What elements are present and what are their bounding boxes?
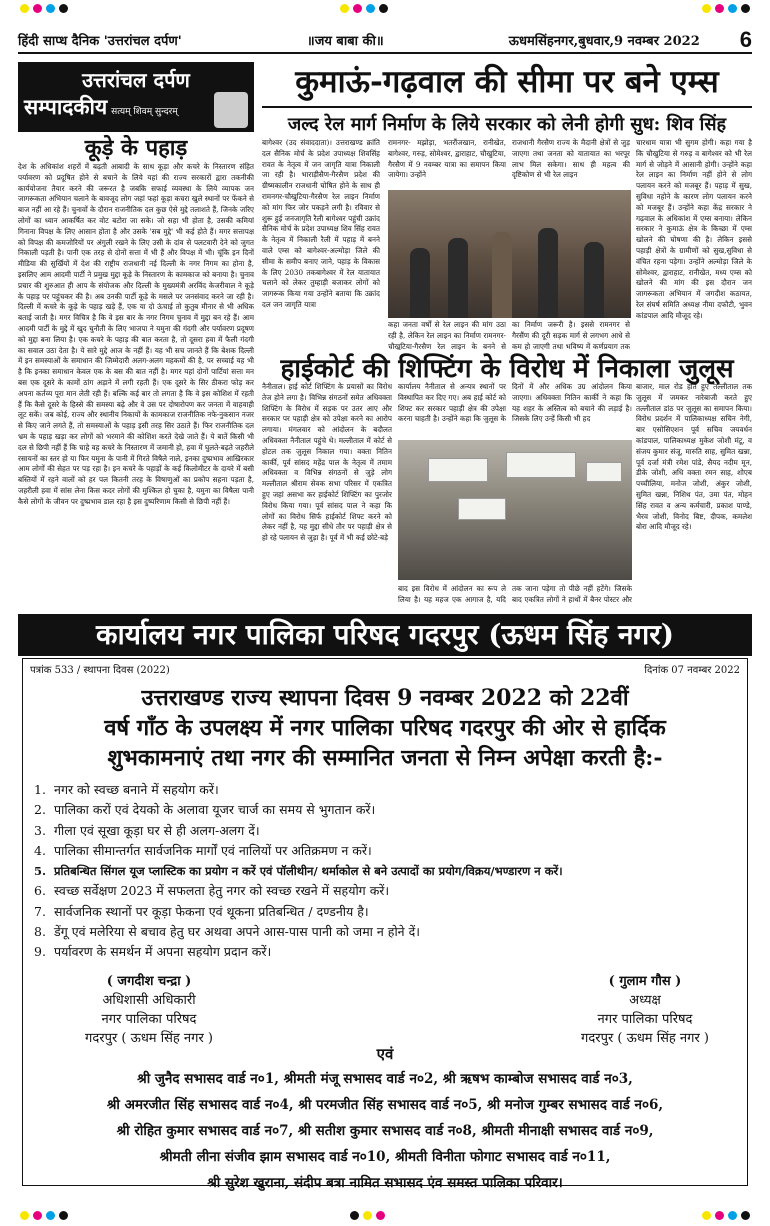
signatory-left — [44, 972, 254, 1048]
story2-column-4: बाजार, माल रोड होते हुए तल्लीताल तक जुलूस में जमकर नारेबाजी करते हुए तल्लीताल डांठ पर जुलूस का समापन किया। विरोध प्रदर्शन में पालिकाध्यक्ष सचिन नेगी, बार एसोसिएशन पूर्व सचिव जयवर्धन कांडपाल, पालिकाध्यक्ष मुकेश जोशी मंटू, व संजय कुमार संजू, मारुति साह, सुमित खन्ना, पूर्व दर्जा मंत्री रमेश पांडे, सैयद नदीम मून, डीके जोशी, अधि वक्ता रमन साह, शोएब पच्चीलिया, मनोज जोशी, अंकुर जोशी, सुमित खन्ना, निशिथ पंत, उमा पंत, मोहन सिंह रावत व अन्य कर्मचारी, प्रकाश पाण्डे, भैरव जोशी, विनोद बिष्ट, दीपक, कमलेश बोरा आदि मौजूद रहे। — [636, 382, 752, 532]
member-line: श्री सुरेश खुराना, संदीप बत्रा नामित सभासद एंव समस्त पालिका परिवार। — [207, 1175, 563, 1191]
story2-headline: हाईकोर्ट की शिफ्टिंग के विरोध में निकाला जुलूस — [280, 354, 734, 384]
editorial-body: देश के अधिकांश शहरों में बढ़ती आबादी के साथ कूड़ा और कचरे के निस्तारण संहित पर्यावरण को प्रदूषित होने से बचाने के लिये यहां की राज्य सरकारों द्वारा तकनीकी कार्ययोजना तैयार करने की जरूरत है जबकि सफाई व्यवस्था के लिये व्यापक जन जागरूकता अभियान चलाने के बावजूद लोग जहां फहां कूड़ा कचरा खुले स्थानों पर फेंकने से बाज नहीं आ रहे हैं। चुनावों के दौरान राजनीतिक दल कुछ ऐसे मुद्दे तलाशते हैं, जिनके जरिए लोगों का ध्यान आकर्षित कर वोट बटोरा जा सके। जो सहा भी होता है, उसकी कमियां गिनाना विपक्ष के लिए आसान होता है और उसके 'सब मुद्दे' भी कई होते हैं। मगर सत्तापक्ष को विपक्ष की कमजोरियों पर अंगुली रखने के लिए उसी के दांव से पलटवारी देने को जुगत निकाली पड़ती है। पानी एक तरह से दोनों सत्ता में भी हैं और विपक्ष में भी। चूंकि इन दिनों मीडिया की सुर्खियों में देश की राष्ट्रीय राजधानी नई दिल्ली के नगर निगम का होना है, इसलिए आम आदमी पार्टी ने प्रमुख मुद्दा कूड़े के निस्तारण के कामकाज को बनाया है। चुनाव प्रचार की शुरुआत ही आप के संयोजक और दिल्ली के मुख्यमंत्री अरविंद केजरीवाल ने कूड़े के पहाड़ पर पहुंचकर की है। अब उनकी पार्टी कूड़े के मसले पर जनसंवाद करने जा रही है। दिल्ली में कचरे के कूड़े के पहाड़ खड़े हैं, एक या दो ऊंचाई तो कुतुब मीनार से भी अधिक बताई जाती है। मगर विचित्र है कि वे इस बार के नगर निगम चुनाव में मुद्दा बन रहे हैं। आम आदमी पार्टी के मुद्दे में खुद चुनौती के लिए भाजपा ने यमुना की गंदगी और पर्यावरण प्रदूषण को मुद्दा बना लिया है। एक कचरे के पहाड़ की बात करता है, तो दूसरा हवा में फैली गंदगी का सवाल उठा देता है। ये सारे मुद्दे आज के नहीं हैं। यह भी सच जानते हैं कि बेशक दिल्ली में इन समस्याओं के समाधान की जिम्मेदारी अलग-अलग महकमों की है, पर सच्चाई यह भी है कि इनका समाधान केवल एक के बस की बात नहीं है। मगर यहां दोनों पार्टियां सत्ता मन बस एक दूसरे के कामों ठांग अड़ाने में लगी रहती हैं। एक दूसरे के सिर ठीकरा फोड़ कर अपना कर्तव्य पूरा मान लेती रही हैं। बल्कि कई बार तो लगता है कि वे इस कोशिश में रहती हैं कि कैसे दूसरे के हिस्से की समस्या बढ़े और वे उस पर दोषारोपण कर जनता में वाहवाही लूट सकें। जब कोई, राज्य और स्थानीय निकायों के कामकाज राजनीतिक नफे-नुकसान नजर से किए जाने लगते हैं, तो समस्याओं के पहाड़ इसी तरह सिर उठाते हैं। फिर राजनीतिक दल भ्रम के पहाड़ खड़ा कर लोगों को भरमाने की कोशिश करते देखे जाते हैं। ये बातें किसी भी दल से छिपी नहीं हैं कि चाहे वह कचरे के निस्तारण में जमानी हो, हवा में घुलते-बढ़ते जहरीले रसायनों का स्तर हो या फिर यमुना के पानी में गिरते विषैले नाले, इनका दुष्प्रभाव आखिरकार आम लोगों की सेहत पर पड़ रहा है। इन कचरे के पहाड़ों के कई किलोमीटर के दायरे में बसी बस्तियों में रहने वालों को हर पल कितनी तरह के विषाणुओं का प्रकोप सहना पड़ता है, जहरीली हवा में सांस लेना किस कदर लोगों की मुश्किल हो चुका है, यमुना का विषैला पानी कैसे लोगों के जीवन पर दुष्प्रभाव डाल रहा है इस दुष्परिणाम किसी से छिपी नहीं हैं। — [18, 162, 254, 506]
member-line: श्रीमती लीना संजीव झाम सभासद वार्ड न०10, श्रीमती विनीता फोगाट सभासद वार्ड न०11, — [159, 1149, 611, 1165]
story1-column-1: बागेश्वर (उद संवाददाता)। उत्तराखण्ड क्रांति दल सैनिक मोर्च के प्रदेश उपाध्यक्ष शिवसिंह रावत के नेतृत्व में जन जागृति यात्रा निकाली जा रही है। भाराड़ीसैण-गैरसैण प्रदेश की ग्रीष्मकालीन राजधानी घोषित होने के साथ ही रामनगर-चौखुटिया-गैरसैण रेल लाइन निर्माण को मांग फिर जोर पकड़ने लगी है। रविवार से शुरू हुई जनजागृति रैली बागेश्वर पहुंची उक्रांद सैनिक मोर्च के प्रदेश उपाध्यक्ष शिव सिंह रावत के नेतृत्व में निकाली रैली में पहाड़ में बनने वाले एम्स को बागेश्वर-अल्मोड़ा जिले की सीमा के समीप बनाए जाने, पहाड़ के विकास के लिए 2030 तकबागेश्वर में रेल यातायात चलाने को लेकर तुम्हाड़ी बजाकर लोगों को जागरूक किया गया उन्होंने बताया कि उक्रांद दल जन जागृति यात्रा — [262, 138, 380, 309]
signatory-right-post: अध्यक्ष — [629, 993, 661, 1008]
registration-dots-right — [702, 4, 750, 13]
story1-headline: कुमाऊं-गढ़वाल की सीमा पर बने एम्स — [262, 60, 752, 108]
story1-photo-rally — [388, 190, 631, 318]
masthead-paper-name: हिंदी साप्ध दैनिक 'उत्तरांचल दर्पण' — [18, 34, 182, 49]
story2-column-1: नैनीताल। हाई कोर्ट शिफ्टिंग के प्रयासों का विरोध तेज होने लगा है। विभिन्न संगठनों समेत अधिवक्ता शिफ्टिंग के विरोध में सड़क पर उतर आए और सरकार पर पहाड़ी क्षेत्र को उपेक्षा करने का आरोप लगाया। मंगलवार को आंदोलन के बदौलत अधिवक्ता नैनीताल पहुंचे थे। मल्लीताल में कोर्ट से होटल तक जुलूस निकाल गया। वक्ता नितिन कार्की, पूर्व सांसद महेंद्र पाल के नेतृत्व में तमाम अधिवक्ता व विभिन्न संगठनों से जुड़े लोग मल्लीताल श्रीराम सेवक सभा परिसर में एकत्रित हुए जहां असभा कर हाईकोर्ट शिफ्टिंग का पुरजोर विरोध किया गया। पूर्व सांसद पाल ने कहा कि लोगों का विरोध सिर्फ हाईकोर्ट शिफ्ट करने को लेकर नहीं है, यह मुद्दा सीधे तौर पर पहाड़ी क्षेत्र से हो रहे पलायन से जुड़ा है। पूर्व में भी कई छोटे-बड़े — [262, 382, 392, 543]
list-item: 9. पर्यावरण के समर्थन में अपना सहयोग प्रदान करें। — [34, 944, 272, 960]
list-item: 2. पालिका करों एवं देयको के अलावा यूजर चार्ज का समय से भुगतान करें। — [34, 802, 376, 818]
registration-dots-bottom-center — [350, 1211, 385, 1220]
story1-column-3: राजधानी गैरसैण राज्य के मैदानी क्षेत्रों से जुड़ जाएगा तथा जनता को यातायात का भरपूर लाभ मिल सकेगा। साथ ही महत्व की दृष्टिकोण से भी रेल लाइन — [512, 138, 630, 180]
editorial-motto: सत्यम् शिवम् सुन्दरम् — [111, 107, 178, 117]
editorial-section: सम्पादकीय — [24, 94, 108, 119]
signatory-left-post: अधिशासी अधिकारी — [102, 993, 196, 1008]
signatory-right-place: गदरपुर ( ऊधम सिंह नगर ) — [581, 1031, 709, 1046]
list-item: 5. प्रतिबन्धित सिंगल यूज प्लास्टिक का प्रयोग न करें एवं पॉलीथीन/ थर्माकोल से बने उत्पादों का प्रयोग/विक्रय/भण्डारण न करें। — [34, 864, 563, 879]
member-line: श्री रोहित कुमार सभासद वार्ड न०7, श्री सतीश कुमार सभासद वार्ड न०8, श्रीमती मीनाक्षी सभासद वार्ड न०9, — [116, 1123, 654, 1139]
list-item: 6. स्वच्छ सर्वेक्षण 2023 में सफलता हेतु नगर को स्वच्छ रखने में सहयोग करें। — [34, 883, 390, 899]
editorial-title: कूड़े के पहाड़ — [84, 135, 188, 161]
notice-heading-line-3: शुभकामनाएं तथा नगर की सम्मानित जनता से निम्न अपेक्षा करती है:- — [107, 745, 663, 771]
registration-dots-bottom-left — [20, 1211, 68, 1220]
registration-dots-left — [20, 4, 68, 13]
registration-dots-center — [340, 4, 388, 13]
notice-date: दिनांक 07 नवम्बर 2022 — [644, 665, 740, 676]
page-number: 6 — [739, 27, 752, 52]
notice-list — [30, 780, 745, 963]
signatory-left-name: ( जगदीश चन्द्रा ) — [106, 974, 192, 989]
members-list — [26, 1066, 744, 1196]
notice-heading — [30, 683, 740, 773]
story1-subhead: जल्द रेल मार्ग निर्माण के लिये सरकार को लेनी होगी सुध: शिव सिंह — [287, 114, 727, 135]
signatory-right-office: नगर पालिका परिषद — [597, 1012, 693, 1027]
list-item: 7. सार्वजनिक स्थानों पर कूड़ा फेकना एवं थूकना प्रतिबन्धित / दण्डनीय है। — [34, 903, 369, 919]
editorial-brand: उत्तरांचल दर्पण — [82, 68, 190, 92]
list-item: 8. डेंगू एवं मलेरिया से बचाव हेतु घर अथवा अपने आस-पास पानी को जमा न होने दें। — [34, 924, 420, 940]
story2-column-2: कार्यालय नैनीताल से अन्यत्र स्थानों पर विस्थापित कर दिए गए। अब हाई कोर्ट को शिफ्ट कर सरकार पहाड़ी क्षेत्र की उपेक्षा करना चाहती है। उन्होंने कहा कि जुलूस के — [398, 382, 506, 424]
notice-title: कार्यालय नगर पालिका परिषद गदरपुर (ऊधम सिंह नगर) — [18, 614, 752, 656]
story2-caption-1: बाद इस विरोध में आंदोलन का रूप ले लिया है। यह महज एक आगाज है, यदि — [398, 584, 506, 604]
notice-heading-line-2: वर्ष गाँठ के उपलक्ष्य में नगर पालिका परिषद गदरपुर की ओर से हार्दिक — [104, 715, 666, 741]
list-item: 3. गीला एवं सूखा कूड़ा घर से ही अलग-अलग दें। — [34, 822, 260, 838]
story2-photo-procession — [398, 440, 632, 580]
list-item: 4. पालिका सीमान्तर्गत सार्वजनिक मार्गों एवं नालियों पर अतिक्रमण न करें। — [34, 842, 372, 858]
story2-column-3: दिनों में और अधिक उग्र आंदोलन किया जाएगा। अधिवक्ता नितिन कार्की ने कहा कि यह शहर के अस्तित्व को बचाने की लड़ाई है। जिसके लिए उन्हें किसी भी हद — [512, 382, 632, 424]
member-line: श्री अमरजीत सिंह सभासद वार्ड न०4, श्री परमजीत सिंह सभासद वार्ड न०5, श्री मनोज गुम्बर सभासद वार्ड न०6, — [106, 1097, 664, 1113]
registration-dots-bottom-right — [702, 1211, 750, 1220]
pen-hand-icon — [214, 92, 248, 128]
editorial-header — [18, 62, 254, 132]
masthead — [18, 28, 752, 54]
story1-caption-2: का निर्माण जरूरी है। इससे रामनगर से गैरसैंण की दूरी सड़क मार्ग से लगभग आधे से कम हो जाएगी तथा भविष्य में कर्णप्रयाग तक — [512, 320, 630, 350]
signatory-left-place: गदरपुर ( ऊधम सिंह नगर ) — [85, 1031, 213, 1046]
list-item: 1. नगर को स्वच्छ बनाने में सहयोग करें। — [34, 782, 219, 797]
notice-and: एवं — [376, 1045, 394, 1063]
masthead-slogan: ॥जय बाबा की॥ — [306, 34, 384, 49]
notice-heading-line-1: उत्तराखण्ड राज्य स्थापना दिवस 9 नवम्बर 2022 को 22वीं — [141, 685, 629, 711]
signatory-left-office: नगर पालिका परिषद — [101, 1012, 197, 1027]
member-line: श्री जुनैद सभासद वार्ड न०1, श्रीमती मंजू सभासद वार्ड न०2, श्री ऋषभ काम्बोज सभासद वार्ड न०3, — [137, 1071, 633, 1087]
signatory-right-name: ( गुलाम गौस ) — [608, 974, 682, 989]
story1-column-4: चारधाम यात्रा भी सुगम होगी। कहा गया है कि चौखुटिया से गरुड़ व बागेश्वर को भी रेल मार्ग से जोड़ने में आसानी होगी। उन्होंने कहा रेल लाइन का निर्माण नहीं होने से लोग पलायन करने को मजबूर हैं। पहाड़ में सुख, सुविधा नहोने के कारण लोग पलायन करने को मजबूर हैं। उन्होंने कहा केंद्र सरकार ने गढ़वाल के अधिकांश में एम्स बनाया। लेकिन सरकार ने कुमाऊं क्षेत्र के किच्छा में एम्स खोलने की घोषणा की है। लेकिन इससे पहाड़ी क्षेत्रों के ग्रामीणों को सुख,सुविधा से वंचित रहना पड़ेगा। उन्होंने अल्मोड़ा जिले के सोमेश्वर, द्वाराहाट, रानीखेत, मध्य एम्स को खोलने की मांग की इस दौरान जन जागरूकता अभियान में जगदीश कठायत, रेल संघर्ष समिति अध्यक्ष नीमा दफौटी, भुवन कांडपाल आदि मौजूद रहे। — [636, 138, 752, 320]
masthead-dateline: ऊधमसिंहनगर,बुधवार,9 नवम्बर 2022 — [508, 34, 700, 49]
notice-reference: पत्रांक 533 / स्थापना दिवस (2022) — [30, 665, 170, 676]
story2-caption-2: तक जाना पड़ेगा तो पीछे नहीं हटेंगे। जिसके बाद एकत्रित लोगों ने हाथों में बैनर पोस्टर और — [512, 584, 632, 604]
signatory-right — [540, 972, 750, 1048]
story1-column-2: रामनगर- मझोड़ा, भतरौंजखान, रानीखेत, बागेश्वर, गरुड़, सोमेश्वर, द्वाराहाट, चौखुटिया, गैरसैण में 9 नवम्बर यात्रा का समापन किया जायेगा। उन्होंने — [388, 138, 506, 180]
story1-caption-1: कहा जनता वर्षों से रेल लाइन की मांग उठा रही है, लेकिन रेल लाइन का निर्माण रामनगर-चौखुटिया-गैरसैण रेल लाइन के बनने से — [388, 320, 506, 350]
